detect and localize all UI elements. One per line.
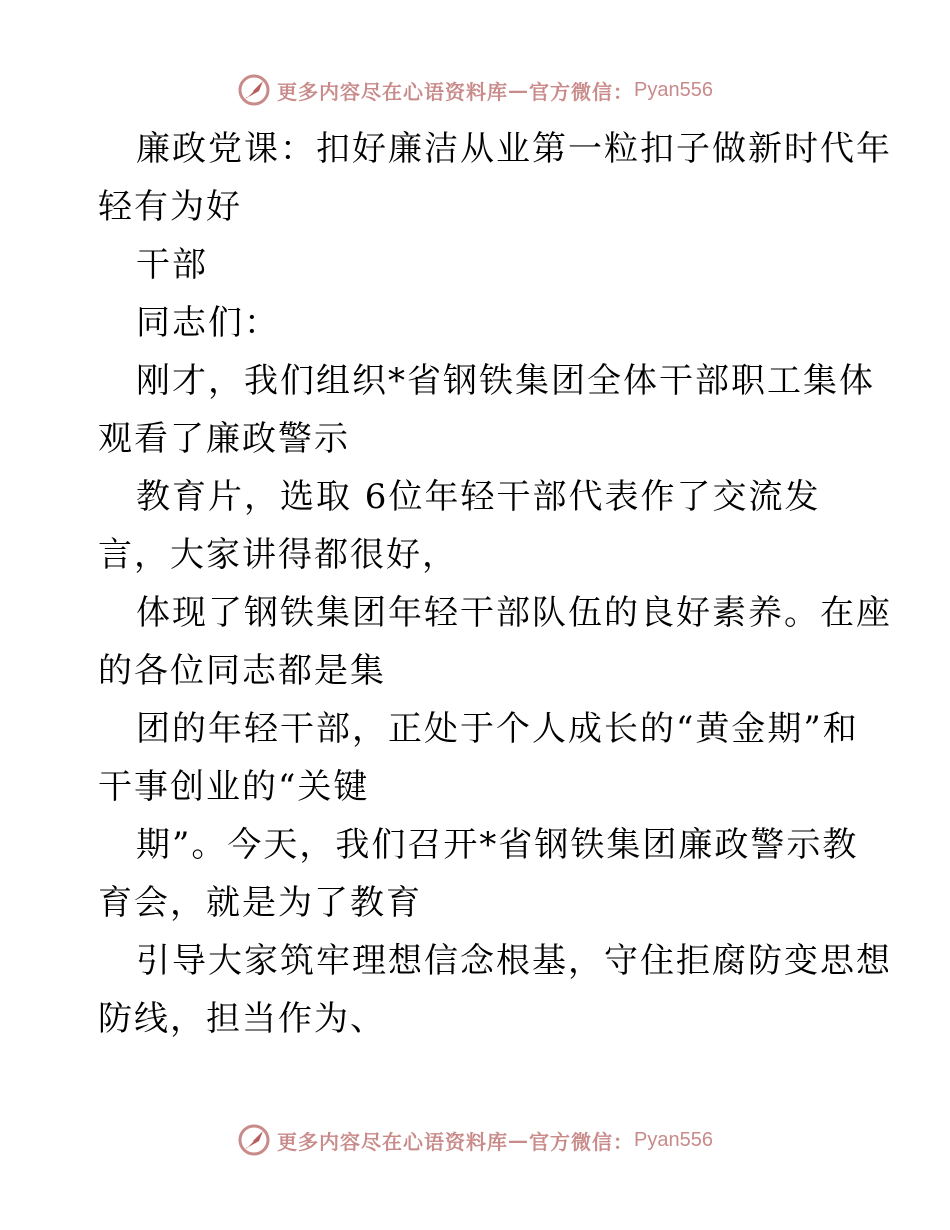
text-line: 干部 — [136, 245, 208, 285]
header-wechat-id: Pyan556 — [634, 78, 713, 101]
footer-wechat-id: Pyan556 — [634, 1128, 713, 1151]
text-line: 体现了钢铁集团年轻干部队伍的良好素养。在座 — [136, 593, 892, 633]
text-line: 引导大家筑牢理想信念根基，守住拒腐防变思想 — [136, 941, 892, 981]
text-line: 干事创业的“关键 — [98, 767, 370, 807]
text-line: 廉政党课：扣好廉洁从业第一粒扣子做新时代年 — [136, 129, 892, 169]
footer-wechat-label: 官方微信： — [529, 1129, 635, 1154]
text-line: 防线，担当作为、 — [98, 999, 386, 1039]
quill-logo-icon — [237, 1123, 271, 1157]
footer-separator: — — [508, 1128, 530, 1152]
text-line: 轻有为好 — [98, 187, 242, 227]
header-banner-text: 更多内容尽在心语资料库 — [277, 79, 509, 104]
text-line: 观看了廉政警示 — [98, 419, 350, 459]
text-line: 言，大家讲得都很好， — [98, 535, 458, 575]
footer-banner — [0, 1120, 950, 1160]
text-line: 同志们： — [136, 303, 280, 343]
text-line: 期”。今天，我们召开*省钢铁集团廉政警示教 — [136, 825, 859, 865]
text-line: 教育片，选取 6位年轻干部代表作了交流发 — [136, 477, 821, 517]
header-banner — [0, 70, 950, 110]
footer-banner-text: 更多内容尽在心语资料库 — [277, 1129, 509, 1154]
text-line: 育会，就是为了教育 — [98, 883, 422, 923]
header-separator: — — [508, 78, 530, 102]
quill-logo-icon — [237, 73, 271, 107]
text-line: 刚才，我们组织*省钢铁集团全体干部职工集体 — [136, 361, 875, 401]
header-wechat-label: 官方微信： — [529, 79, 635, 104]
text-line: 的各位同志都是集 — [98, 651, 386, 691]
text-line: 团的年轻干部，正处于个人成长的“黄金期”和 — [136, 709, 859, 749]
